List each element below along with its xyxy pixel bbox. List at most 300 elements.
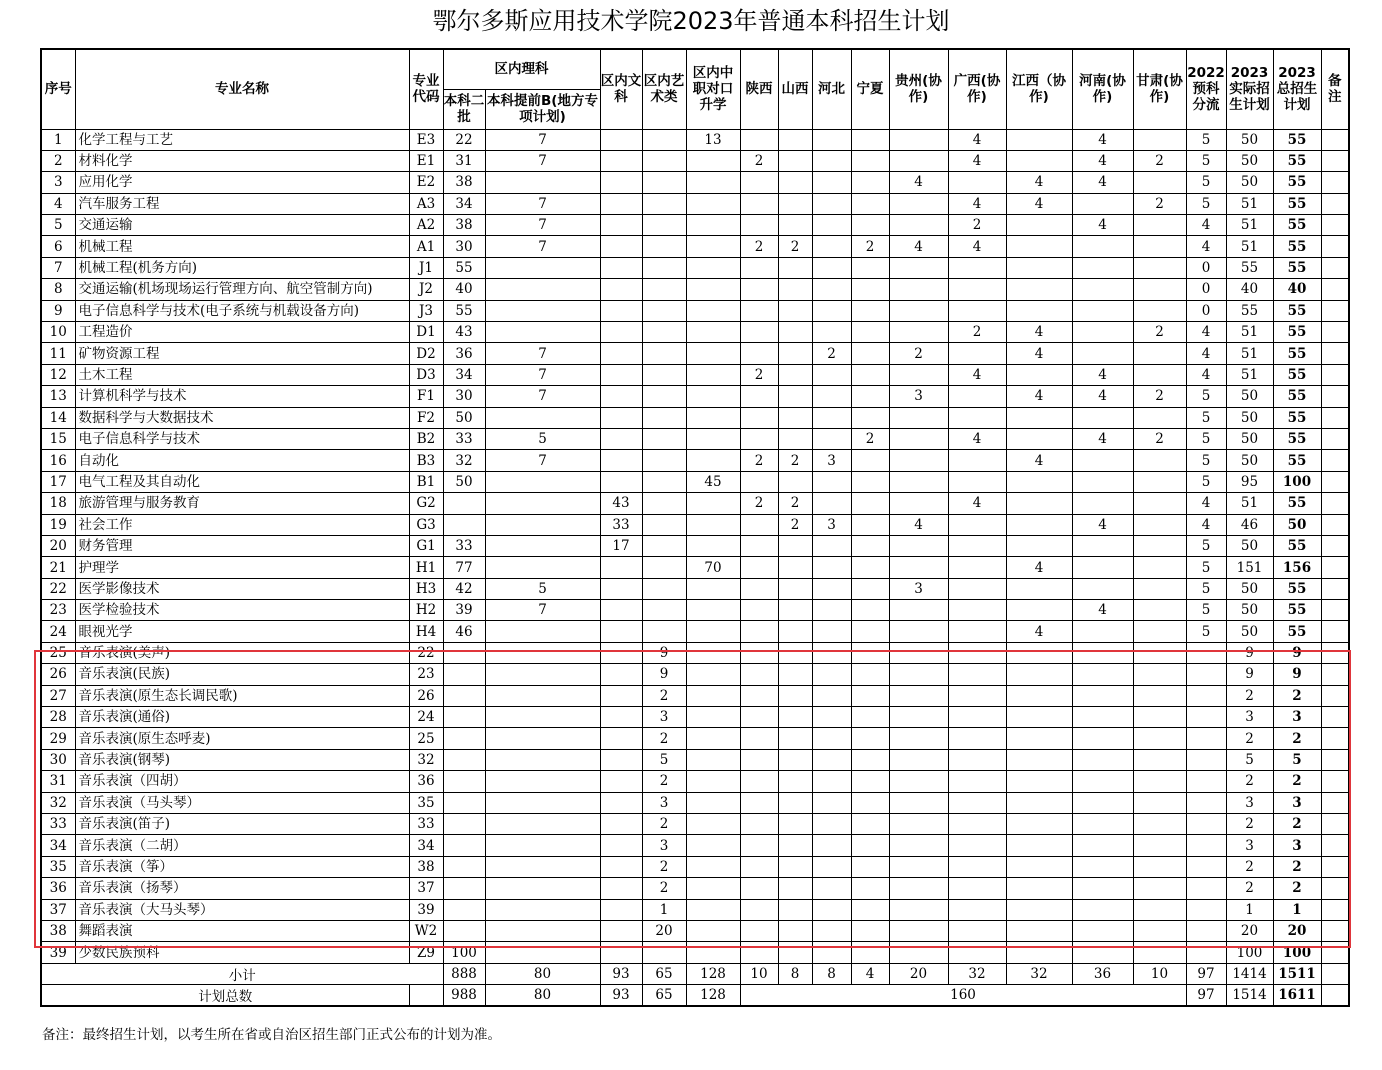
cell-total2023: 9 (1273, 664, 1321, 685)
cell-sci-b (485, 514, 600, 535)
cell-guangxi (948, 407, 1006, 428)
cell-code: Z9 (409, 942, 443, 963)
cell-henan: 4 (1072, 150, 1133, 171)
cell-arts: 33 (600, 514, 642, 535)
cell-shanxi (778, 471, 812, 492)
cell-art (642, 257, 686, 278)
cell-code: D2 (409, 343, 443, 364)
cell-name: 汽车服务工程 (75, 193, 409, 214)
cell-voc (686, 514, 740, 535)
cell-actual2023: 50 (1226, 150, 1273, 171)
cell-art: 1 (642, 899, 686, 920)
cell-name: 材料化学 (75, 150, 409, 171)
cell-art (642, 279, 686, 300)
table-row (41, 514, 1349, 535)
cell-shanxi (778, 386, 812, 407)
cell-guangxi (948, 471, 1006, 492)
cell-voc (686, 814, 740, 835)
cell-code: H2 (409, 600, 443, 621)
table-row (41, 621, 1349, 642)
table-row (41, 707, 1349, 728)
page-title: 鄂尔多斯应用技术学院2023年普通本科招生计划 (432, 7, 950, 35)
cell-name: 数据科学与大数据技术 (75, 407, 409, 428)
cell-ningxia (851, 664, 889, 685)
cell-name: 财务管理 (75, 535, 409, 556)
cell-actual2023: 50 (1226, 172, 1273, 193)
cell-hebei (812, 193, 851, 214)
cell-voc (686, 792, 740, 813)
cell-total2023: 55 (1273, 600, 1321, 621)
cell-shaanxi (740, 771, 778, 792)
cell-seq: 34 (41, 835, 75, 856)
cell-guizhou (889, 685, 948, 706)
cell-shanxi (778, 792, 812, 813)
cell-henan (1072, 279, 1133, 300)
header-total2023: 2023总招生计划 (1273, 49, 1321, 129)
cell-art (642, 514, 686, 535)
cell-total2023: 55 (1273, 193, 1321, 214)
cell-guangxi (948, 300, 1006, 321)
cell-shanxi: 2 (778, 450, 812, 471)
cell-remark (1321, 856, 1349, 877)
cell-jiangxi (1006, 835, 1072, 856)
cell-code: B1 (409, 471, 443, 492)
cell-art: 2 (642, 814, 686, 835)
cell-guizhou (889, 792, 948, 813)
cell-art (642, 428, 686, 449)
table-row (41, 600, 1349, 621)
table-row (41, 150, 1349, 171)
cell-guangxi: 4 (948, 193, 1006, 214)
cell-gansu (1133, 514, 1186, 535)
cell-name: 音乐表演(通俗) (75, 707, 409, 728)
cell-guizhou (889, 728, 948, 749)
cell-sci-b2 (443, 493, 485, 514)
cell-voc (686, 215, 740, 236)
cell-actual2023: 20 (1226, 920, 1273, 941)
cell-pre2022 (1186, 899, 1226, 920)
cell-hebei (812, 428, 851, 449)
cell-sci-b2 (443, 771, 485, 792)
cell-remark (1321, 535, 1349, 556)
cell-total2023: 156 (1273, 557, 1321, 578)
cell-hebei (812, 749, 851, 770)
cell-ningxia (851, 279, 889, 300)
cell-seq: 17 (41, 471, 75, 492)
cell-jiangxi (1006, 257, 1072, 278)
cell-shanxi (778, 642, 812, 663)
cell-jiangxi: 4 (1006, 322, 1072, 343)
cell-jiangxi: 4 (1006, 557, 1072, 578)
cell-actual2023: 50 (1226, 450, 1273, 471)
cell-art (642, 193, 686, 214)
cell-ningxia (851, 578, 889, 599)
cell-guangxi (948, 749, 1006, 770)
cell-code: 38 (409, 856, 443, 877)
cell-voc (686, 172, 740, 193)
cell-art: 3 (642, 707, 686, 728)
cell-total2023: 100 (1273, 942, 1321, 963)
cell-seq: 30 (41, 749, 75, 770)
cell-pre2022: 5 (1186, 450, 1226, 471)
grandtotal-cell: 128 (686, 985, 740, 1007)
cell-shaanxi: 2 (740, 364, 778, 385)
cell-name: 医学检验技术 (75, 600, 409, 621)
cell-jiangxi (1006, 814, 1072, 835)
cell-remark (1321, 300, 1349, 321)
cell-guangxi (948, 835, 1006, 856)
cell-arts (600, 407, 642, 428)
cell-code: D3 (409, 364, 443, 385)
cell-voc (686, 428, 740, 449)
header-jiangxi: 江西（协作) (1006, 49, 1072, 129)
cell-ningxia (851, 343, 889, 364)
header-science-group: 区内理科 (443, 49, 600, 89)
subtotal-cell: 10 (740, 963, 778, 984)
cell-seq: 10 (41, 322, 75, 343)
cell-name: 音乐表演(笛子) (75, 814, 409, 835)
cell-code: A1 (409, 236, 443, 257)
cell-actual2023: 50 (1226, 621, 1273, 642)
cell-sci-b (485, 685, 600, 706)
cell-sci-b (485, 621, 600, 642)
cell-jiangxi (1006, 514, 1072, 535)
cell-guangxi: 4 (948, 150, 1006, 171)
cell-total2023: 40 (1273, 279, 1321, 300)
cell-shanxi: 2 (778, 236, 812, 257)
cell-guangxi (948, 920, 1006, 941)
cell-guizhou (889, 856, 948, 877)
cell-pre2022: 4 (1186, 215, 1226, 236)
cell-guizhou: 2 (889, 343, 948, 364)
cell-name: 音乐表演（四胡） (75, 771, 409, 792)
cell-art (642, 343, 686, 364)
cell-sci-b: 7 (485, 386, 600, 407)
cell-ningxia (851, 749, 889, 770)
cell-shanxi (778, 600, 812, 621)
table-row (41, 642, 1349, 663)
cell-art (642, 942, 686, 963)
table-row (41, 814, 1349, 835)
cell-gansu: 2 (1133, 322, 1186, 343)
cell-shaanxi (740, 792, 778, 813)
cell-sci-b2 (443, 835, 485, 856)
cell-jiangxi: 4 (1006, 621, 1072, 642)
cell-code: 35 (409, 792, 443, 813)
cell-art (642, 493, 686, 514)
cell-voc (686, 450, 740, 471)
grandtotal-cell (409, 985, 443, 1007)
cell-name: 音乐表演(原生态呼麦) (75, 728, 409, 749)
cell-name: 矿物资源工程 (75, 343, 409, 364)
cell-sci-b2: 30 (443, 386, 485, 407)
cell-voc (686, 856, 740, 877)
cell-voc (686, 621, 740, 642)
cell-name: 土木工程 (75, 364, 409, 385)
cell-hebei (812, 386, 851, 407)
cell-gansu (1133, 621, 1186, 642)
header-shaanxi: 陕西 (740, 49, 778, 129)
grandtotal-cell: 988 (443, 985, 485, 1007)
cell-remark (1321, 835, 1349, 856)
cell-hebei (812, 535, 851, 556)
cell-guangxi: 4 (948, 428, 1006, 449)
cell-ningxia (851, 172, 889, 193)
cell-hebei (812, 600, 851, 621)
subtotal-cell: 32 (948, 963, 1006, 984)
cell-remark (1321, 129, 1349, 150)
cell-ningxia: 2 (851, 428, 889, 449)
cell-guizhou: 3 (889, 386, 948, 407)
grandtotal-cell (1321, 985, 1349, 1007)
cell-total2023: 2 (1273, 685, 1321, 706)
cell-guangxi (948, 514, 1006, 535)
cell-code: D1 (409, 322, 443, 343)
cell-shaanxi (740, 300, 778, 321)
table-row (41, 279, 1349, 300)
cell-gansu (1133, 300, 1186, 321)
cell-sci-b2 (443, 792, 485, 813)
cell-voc (686, 407, 740, 428)
cell-guizhou: 3 (889, 578, 948, 599)
cell-shanxi (778, 814, 812, 835)
table-row (41, 685, 1349, 706)
cell-gansu (1133, 557, 1186, 578)
cell-gansu (1133, 749, 1186, 770)
cell-voc (686, 322, 740, 343)
cell-gansu (1133, 642, 1186, 663)
cell-seq: 1 (41, 129, 75, 150)
cell-arts (600, 471, 642, 492)
cell-henan: 4 (1072, 386, 1133, 407)
cell-henan (1072, 728, 1133, 749)
cell-seq: 24 (41, 621, 75, 642)
cell-code: J1 (409, 257, 443, 278)
cell-arts (600, 642, 642, 663)
cell-ningxia (851, 792, 889, 813)
cell-sci-b (485, 557, 600, 578)
header-art: 区内艺术类 (642, 49, 686, 129)
cell-ningxia (851, 386, 889, 407)
cell-guangxi (948, 856, 1006, 877)
cell-name: 少数民族预科 (75, 942, 409, 963)
cell-actual2023: 100 (1226, 942, 1273, 963)
cell-shanxi (778, 856, 812, 877)
cell-jiangxi (1006, 129, 1072, 150)
cell-shanxi (778, 942, 812, 963)
cell-hebei (812, 471, 851, 492)
cell-sci-b (485, 749, 600, 770)
cell-shaanxi (740, 920, 778, 941)
table-body (41, 129, 1349, 963)
cell-sci-b: 7 (485, 215, 600, 236)
cell-shaanxi (740, 557, 778, 578)
cell-art (642, 386, 686, 407)
cell-arts (600, 771, 642, 792)
cell-jiangxi (1006, 728, 1072, 749)
cell-arts (600, 600, 642, 621)
cell-voc (686, 942, 740, 963)
cell-henan (1072, 557, 1133, 578)
subtotal-cell (1321, 963, 1349, 984)
cell-henan (1072, 814, 1133, 835)
subtotal-cell: 20 (889, 963, 948, 984)
cell-total2023: 2 (1273, 771, 1321, 792)
header-guizhou: 贵州(协作) (889, 49, 948, 129)
cell-gansu (1133, 215, 1186, 236)
cell-name: 化学工程与工艺 (75, 129, 409, 150)
cell-shaanxi (740, 856, 778, 877)
cell-remark (1321, 771, 1349, 792)
cell-total2023: 55 (1273, 578, 1321, 599)
cell-remark (1321, 707, 1349, 728)
cell-shanxi: 2 (778, 493, 812, 514)
grandtotal-cell: 97 (1186, 985, 1226, 1007)
cell-total2023: 20 (1273, 920, 1321, 941)
cell-gansu (1133, 685, 1186, 706)
cell-code: 36 (409, 771, 443, 792)
cell-hebei (812, 814, 851, 835)
cell-art (642, 471, 686, 492)
cell-voc (686, 728, 740, 749)
cell-voc (686, 257, 740, 278)
cell-arts (600, 835, 642, 856)
cell-guangxi (948, 535, 1006, 556)
grandtotal-cell: 1514 (1226, 985, 1273, 1007)
cell-art: 2 (642, 728, 686, 749)
cell-code: A3 (409, 193, 443, 214)
cell-shaanxi (740, 279, 778, 300)
cell-guizhou: 4 (889, 172, 948, 193)
cell-guizhou (889, 193, 948, 214)
cell-gansu (1133, 920, 1186, 941)
cell-remark (1321, 193, 1349, 214)
cell-total2023: 3 (1273, 835, 1321, 856)
cell-art: 2 (642, 685, 686, 706)
cell-art (642, 535, 686, 556)
cell-ningxia (851, 215, 889, 236)
header-guangxi: 广西(协作) (948, 49, 1006, 129)
cell-remark (1321, 343, 1349, 364)
cell-arts (600, 578, 642, 599)
cell-guizhou (889, 257, 948, 278)
subtotal-label: 小计 (41, 963, 443, 984)
cell-shanxi (778, 664, 812, 685)
cell-hebei (812, 920, 851, 941)
cell-actual2023: 95 (1226, 471, 1273, 492)
cell-remark (1321, 578, 1349, 599)
cell-arts: 43 (600, 493, 642, 514)
cell-arts (600, 386, 642, 407)
cell-guangxi (948, 942, 1006, 963)
cell-code: E3 (409, 129, 443, 150)
cell-gansu (1133, 899, 1186, 920)
cell-seq: 14 (41, 407, 75, 428)
cell-seq: 39 (41, 942, 75, 963)
cell-henan (1072, 578, 1133, 599)
cell-name: 音乐表演（马头琴） (75, 792, 409, 813)
cell-jiangxi (1006, 878, 1072, 899)
cell-art: 3 (642, 835, 686, 856)
cell-shanxi (778, 300, 812, 321)
cell-total2023: 55 (1273, 535, 1321, 556)
cell-name: 音乐表演（二胡） (75, 835, 409, 856)
cell-art: 20 (642, 920, 686, 941)
cell-guangxi (948, 343, 1006, 364)
cell-remark (1321, 642, 1349, 663)
cell-henan (1072, 193, 1133, 214)
cell-name: 电子信息科学与技术 (75, 428, 409, 449)
cell-henan: 4 (1072, 129, 1133, 150)
cell-gansu (1133, 343, 1186, 364)
cell-actual2023: 9 (1226, 642, 1273, 663)
cell-sci-b2: 100 (443, 942, 485, 963)
cell-art (642, 322, 686, 343)
cell-voc: 45 (686, 471, 740, 492)
cell-shanxi (778, 557, 812, 578)
cell-jiangxi (1006, 407, 1072, 428)
header-remark: 备注 (1321, 49, 1349, 129)
cell-actual2023: 50 (1226, 578, 1273, 599)
cell-remark (1321, 621, 1349, 642)
cell-code: 24 (409, 707, 443, 728)
cell-henan (1072, 685, 1133, 706)
cell-gansu (1133, 129, 1186, 150)
cell-guangxi (948, 685, 1006, 706)
cell-henan (1072, 642, 1133, 663)
cell-ningxia (851, 322, 889, 343)
cell-guangxi (948, 878, 1006, 899)
cell-gansu: 2 (1133, 193, 1186, 214)
cell-jiangxi (1006, 236, 1072, 257)
cell-shaanxi (740, 899, 778, 920)
cell-voc (686, 749, 740, 770)
cell-gansu (1133, 257, 1186, 278)
cell-guizhou (889, 322, 948, 343)
cell-arts: 17 (600, 535, 642, 556)
cell-shanxi (778, 428, 812, 449)
cell-shanxi (778, 728, 812, 749)
subtotal-cell: 4 (851, 963, 889, 984)
cell-jiangxi (1006, 685, 1072, 706)
cell-total2023: 55 (1273, 364, 1321, 385)
cell-sci-b2 (443, 856, 485, 877)
cell-arts (600, 193, 642, 214)
cell-guangxi (948, 728, 1006, 749)
cell-actual2023: 50 (1226, 386, 1273, 407)
cell-actual2023: 50 (1226, 407, 1273, 428)
cell-voc (686, 771, 740, 792)
cell-actual2023: 2 (1226, 685, 1273, 706)
cell-remark (1321, 664, 1349, 685)
cell-guangxi: 4 (948, 129, 1006, 150)
cell-pre2022: 5 (1186, 621, 1226, 642)
cell-actual2023: 51 (1226, 343, 1273, 364)
cell-seq: 27 (41, 685, 75, 706)
subtotal-row (41, 963, 1349, 984)
cell-voc (686, 236, 740, 257)
cell-remark (1321, 792, 1349, 813)
cell-sci-b: 7 (485, 450, 600, 471)
table-row (41, 771, 1349, 792)
cell-total2023: 55 (1273, 343, 1321, 364)
cell-name: 音乐表演(美声) (75, 642, 409, 663)
cell-jiangxi (1006, 600, 1072, 621)
cell-hebei (812, 279, 851, 300)
cell-remark (1321, 899, 1349, 920)
cell-art (642, 407, 686, 428)
cell-voc (686, 920, 740, 941)
